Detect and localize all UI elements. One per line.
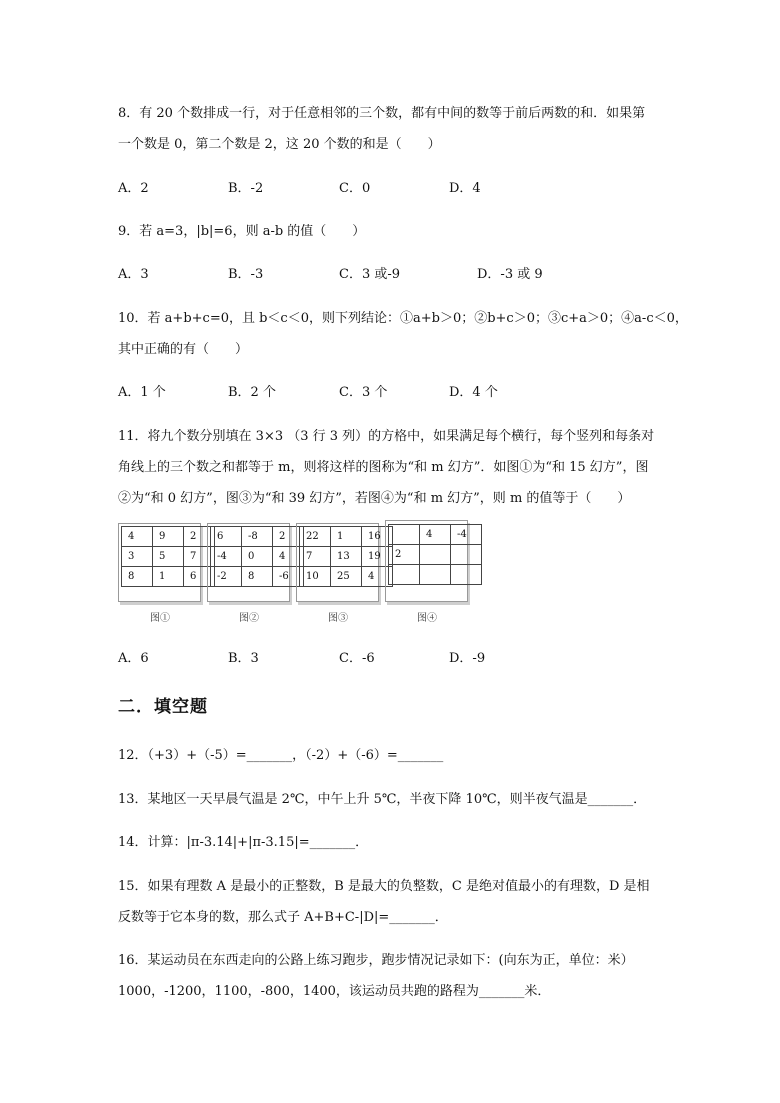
q10-option-c: C．3 个: [339, 385, 388, 400]
q10-option-b: B．2 个: [228, 385, 276, 400]
grid1-cell: 3: [122, 547, 153, 567]
grid1-cell: 8: [122, 567, 153, 587]
q12-line: 12．（+3）+（-5）=_______，（-2）+（-6）=_______: [118, 748, 444, 763]
grid1-cell: 7: [184, 547, 215, 567]
grid2-cell: -8: [242, 527, 273, 547]
grid3-cell: 7: [300, 547, 331, 567]
q11-option-c: C．-6: [339, 651, 375, 666]
q13-line: 13．某地区一天早晨气温是 2℃，中午上升 5℃，半夜下降 10℃，则半夜气温是_______．: [118, 792, 647, 807]
grid4-cell: [389, 525, 420, 545]
grid3-cell: 1: [331, 527, 362, 547]
q8-option-a: A．2: [118, 181, 149, 196]
grid2-cell: -4: [211, 547, 242, 567]
magic-square-3: [299, 526, 393, 587]
grid2-cell: 4: [273, 547, 304, 567]
grid3-cell: 4: [362, 567, 393, 587]
q11-option-a: A．6: [118, 651, 149, 666]
q10-option-d: D．4 个: [449, 385, 498, 400]
q9-line1: 9．若 a=3，|b|=6，则 a-b 的值（ ）: [118, 224, 366, 239]
grid4-cell: 2: [389, 545, 420, 565]
grid2-cell: 8: [242, 567, 273, 587]
grid3-cell: 19: [362, 547, 393, 567]
grid4-cell: -4: [451, 525, 482, 545]
figure-caption-4: 图④: [417, 613, 437, 624]
magic-square-2: [210, 526, 304, 587]
q8-line1: 8．有 20 个数排成一行，对于任意相邻的三个数，都有中间的数等于前后两数的和．如果第: [118, 106, 646, 121]
q11-line2: 角线上的三个数之和都等于 m，则将这样的图称为“和 m 幻方”．如图①为“和 15 幻方”，图: [118, 460, 649, 475]
magic-square-1: [121, 526, 215, 587]
q9-option-c: C．3 或-9: [339, 267, 401, 282]
grid3-cell: 16: [362, 527, 393, 547]
figure-caption-3: 图③: [328, 613, 348, 624]
figure-caption-1: 图①: [150, 613, 170, 624]
grid4-cell: 4: [420, 525, 451, 545]
grid3-cell: 13: [331, 547, 362, 567]
q11-option-d: D．-9: [449, 651, 486, 666]
q10-line1: 10．若 a+b+c=0，且 b＜c＜0，则下列结论：①a+b＞0；②b+c＞0；③c+a＞0；④a-c＜0，: [118, 311, 688, 326]
grid2-cell: 2: [273, 527, 304, 547]
q15-line1: 15．如果有理数 A 是最小的正整数，B 是最大的负整数，C 是绝对值最小的有理数，D 是相: [118, 879, 650, 894]
grid1-cell: 5: [153, 547, 184, 567]
section-title: 二．填空题: [118, 697, 208, 717]
q8-option-d: D．4: [449, 181, 481, 196]
grid4-cell: [389, 565, 420, 585]
q8-line2: 一个数是 0，第二个数是 2，这 20 个数的和是（ ）: [118, 137, 441, 152]
magic-square-4: [388, 524, 482, 585]
q8-option-b: B．-2: [228, 181, 264, 196]
q9-option-a: A．3: [118, 267, 149, 282]
grid1-cell: 2: [184, 527, 215, 547]
grid2-cell: -6: [273, 567, 304, 587]
grid4-cell: [451, 545, 482, 565]
grid1-cell: 1: [153, 567, 184, 587]
grid4-cell: [420, 545, 451, 565]
grid4-cell: [451, 565, 482, 585]
q16-line1: 16．某运动员在东西走向的公路上练习跑步，跑步情况记录如下：(向东为正，单位：米）: [118, 953, 634, 968]
grid3-cell: 22: [300, 527, 331, 547]
q10-line2: 其中正确的有（ ）: [118, 342, 249, 357]
grid2-cell: -2: [211, 567, 242, 587]
grid4-cell: [420, 565, 451, 585]
grid2-cell: 0: [242, 547, 273, 567]
q11-option-b: B．3: [228, 651, 259, 666]
q11-line1: 11．将九个数分别填在 3×3 （3 行 3 列）的方格中，如果满足每个横行，每个竖列和每条对: [118, 429, 655, 444]
grid1-cell: 4: [122, 527, 153, 547]
q11-line3: ②为“和 0 幻方”，图③为“和 39 幻方”，若图④为“和 m 幻方”，则 m 的值等于（ ）: [118, 491, 631, 506]
q8-option-c: C．0: [339, 181, 371, 196]
q16-line2: 1000，-1200，1100，-800，1400，该运动员共跑的路程为_______米．: [118, 984, 551, 999]
q10-option-a: A．1 个: [118, 385, 166, 400]
grid1-cell: 6: [184, 567, 215, 587]
q9-option-d: D．-3 或 9: [477, 267, 543, 282]
figure-caption-2: 图②: [239, 613, 259, 624]
grid1-cell: 9: [153, 527, 184, 547]
grid3-cell: 25: [331, 567, 362, 587]
grid3-cell: 10: [300, 567, 331, 587]
q14-line: 14．计算：|π-3.14|+|π-3.15|=_______．: [118, 835, 369, 850]
grid2-cell: 6: [211, 527, 242, 547]
q15-line2: 反数等于它本身的数，那么式子 A+B+C-|D|=_______．: [118, 910, 448, 925]
q9-option-b: B．-3: [228, 267, 264, 282]
